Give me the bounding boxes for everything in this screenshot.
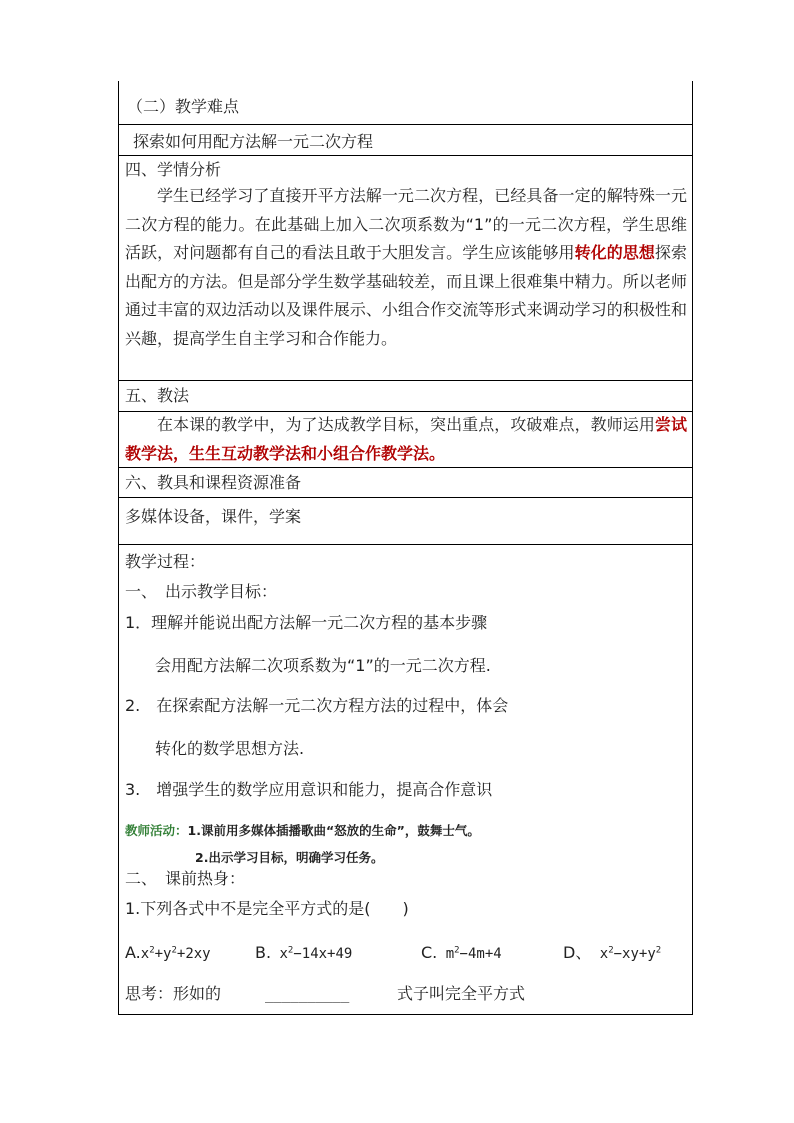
- option-a: $A.x^2+y^2+2xy$: [125, 943, 211, 962]
- option-c: C. $m^2-4m+4$: [421, 943, 502, 962]
- resources-heading: 六、教具和课程资源准备: [125, 473, 302, 492]
- emphasis-transform-idea: 转化的思想: [574, 243, 655, 262]
- option-d: D、 $x^2-xy+y^2$: [563, 943, 662, 962]
- row-divider: [119, 124, 692, 125]
- step2-heading: 二、 课前热身：: [125, 869, 246, 888]
- row-divider: [119, 380, 692, 381]
- row-divider: [119, 544, 692, 545]
- method-paragraph: 在本课的教学中，为了达成教学目标，突出重点，攻破难点，教师运用尝试教学法，生生互动教学法和小组合作教学法。: [125, 415, 687, 463]
- question-1: 1.下列各式中不是完全平方式的是( ): [125, 899, 409, 918]
- think-blank[interactable]: __________: [265, 987, 350, 1003]
- analysis-heading: 四、学情分析: [125, 160, 222, 179]
- teacher-activity-2: 2.出示学习目标，明确学习任务。: [195, 850, 384, 865]
- resources-text: 多媒体设备，课件，学案: [125, 507, 302, 526]
- teacher-activity-label: 教师活动：: [125, 823, 188, 838]
- method-heading: 五、教法: [125, 386, 190, 405]
- process-title: 教学过程：: [125, 552, 206, 571]
- step1-heading: 一、 出示教学目标：: [125, 582, 278, 601]
- think-tail: 式子叫完全平方式: [397, 984, 526, 1003]
- think-label: 思考：形如的: [125, 984, 222, 1003]
- difficulty-text: 探索如何用配方法解一元二次方程: [133, 132, 374, 151]
- goal-1: 1．理解并能说出配方法解一元二次方程的基本步骤: [125, 613, 488, 632]
- row-divider: [119, 155, 692, 156]
- teacher-activity-1: 教师活动：1.课前用多媒体插播歌曲“怒放的生命”，鼓舞士气。: [125, 823, 480, 838]
- goal-3: 3. 增强学生的数学应用意识和能力，提高合作意识: [125, 780, 493, 799]
- goal-1-cont: 会用配方法解二次项系数为“1”的一元二次方程.: [155, 656, 491, 675]
- difficulty-heading: （二）教学难点: [127, 97, 240, 116]
- analysis-paragraph: 学生已经学习了直接开平方法解一元二次方程，已经具备一定的解特殊一元二次方程的能力。在此基础上加入二次项系数为“1”的一元二次方程，学生思维活跃，对问题都有自己的看法且敢于大胆发言。学生应该能够用转化的思想探索出配方的方法。但是部分学生数学基础较差，而且课上很难集中精力。所以老师通过丰富的双边活动以及课件展示、小组合作交流等形式来调动学习的积极性和兴趣，提高学生自主学习和合作能力。: [125, 186, 687, 348]
- goal-2-cont: 转化的数学思想方法.: [155, 739, 305, 758]
- option-b: B. $x^2-14x+49$: [255, 943, 353, 962]
- lesson-plan-table: [118, 81, 693, 1015]
- goal-2: 2. 在探索配方法解一元二次方程方法的过程中，体会: [125, 696, 509, 715]
- row-divider: [119, 497, 692, 498]
- emphasis-methods: 尝试教学法，生生互动教学法和小组合作教学法。: [125, 415, 687, 463]
